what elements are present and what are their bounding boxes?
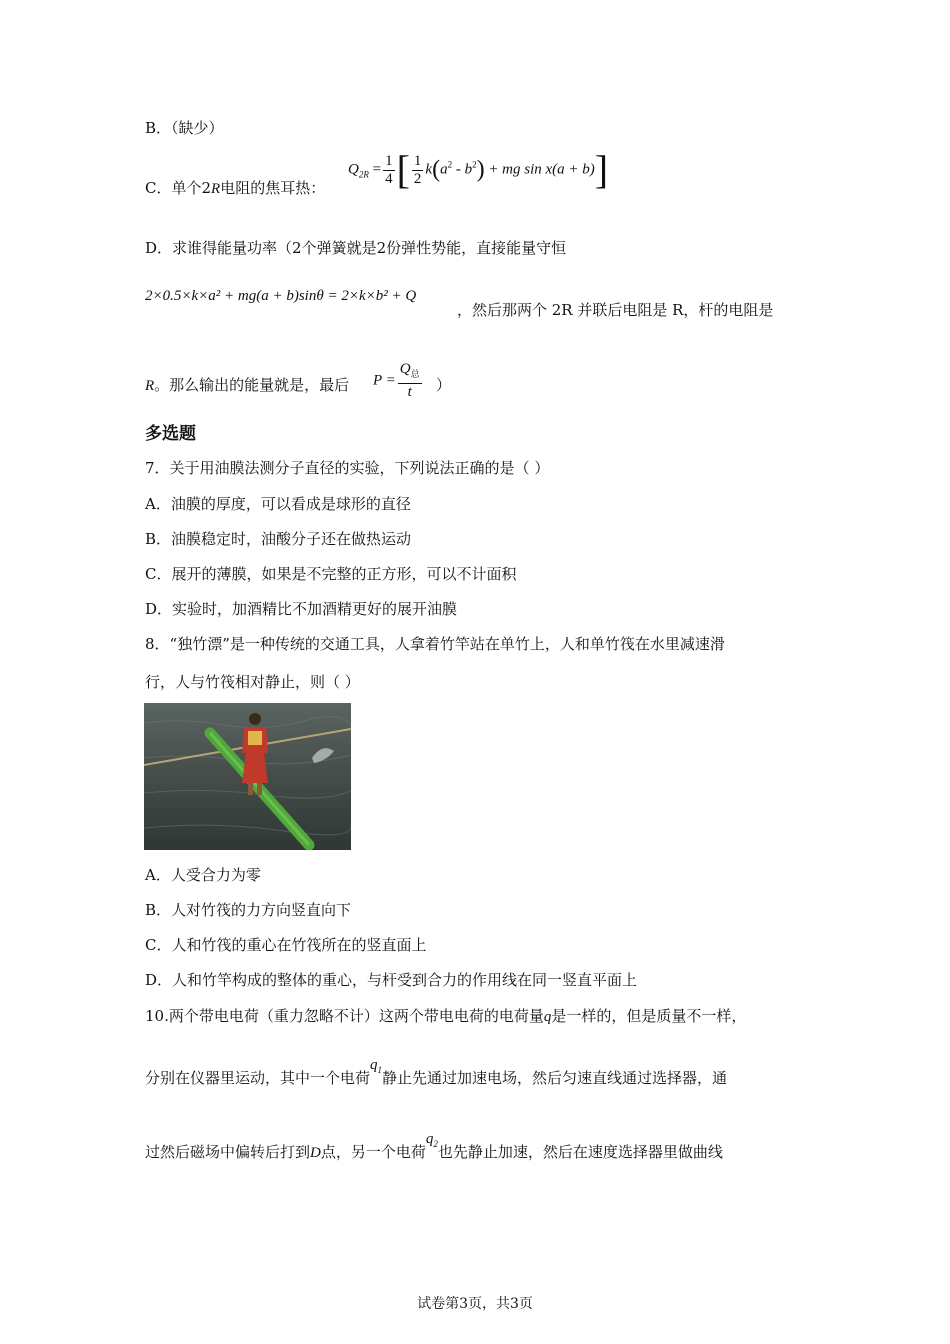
q8-option-a: A．人受合力为零 xyxy=(145,866,261,884)
energy-equation: 2×0.5×k×a² + mg(a + b)sinθ = 2×k×b² + Q xyxy=(145,288,417,304)
formula-q-sub: 2R xyxy=(358,169,369,180)
option-b: B．（缺少） xyxy=(145,119,224,137)
q7-option-b: B．油膜稳定时，油酸分子还在做热运动 xyxy=(145,530,412,548)
page-footer: 试卷第3页，共3页 xyxy=(417,1296,533,1312)
bamboo-rafting-photo xyxy=(144,703,351,850)
q7-option-c: C．展开的薄膜，如果是不完整的正方形，可以不计面积 xyxy=(145,565,517,583)
q10-line2: 分别在仪器里运动，其中一个电荷$q_1$静止先通过加速电场，然后匀速直线通过选择器，通 xyxy=(145,1057,728,1087)
q8-option-c: C．人和竹筏的重心在竹筏所在的竖直面上 xyxy=(145,936,427,954)
q10-line3: 过然后磁场中偏转后打到D点，另一个电荷$q_2$也先静止加速，然后在速度选择器里做曲线 xyxy=(145,1131,723,1161)
q7-option-d: D．实验时，加酒精比不加酒精更好的展开油膜 xyxy=(145,600,458,618)
fraction-quarter: $\frac{1}{4}$ xyxy=(385,152,393,187)
q8-stem-line2: 行，人与竹筏相对静止，则（ ） xyxy=(145,673,360,691)
option-d-r: R xyxy=(145,378,155,394)
option-c-text: 电阻的焦耳热： xyxy=(220,179,326,197)
power-fraction: $\frac{Q_总}{t}$ xyxy=(399,361,420,400)
formula-eq: = xyxy=(368,161,382,178)
power-formula xyxy=(373,361,424,401)
q7-option-a: A．油膜的厚度，可以看成是球形的直径 xyxy=(145,495,411,513)
joule-heat-formula: $Q_{2R}$ = $\frac{1}{4}$ [ $\frac{1}{2}$ $k(a^2 - b^2)$ + mg sin x(a + b)] xyxy=(348,147,609,192)
option-c-label: C．单个2 xyxy=(145,179,212,197)
charge-q2: $q_2$ xyxy=(425,1131,438,1149)
q8-stem-line1: 8．“独竹漂”是一种传统的交通工具，人拿着竹竿站在单竹上，人和单竹筏在水里减速滑 xyxy=(145,635,725,653)
charge-q: q xyxy=(543,1009,552,1025)
option-c-r: R xyxy=(211,181,221,197)
point-d: D xyxy=(310,1145,321,1161)
option-d-line1: D．求谁得能量功率（2个弹簧就是2份弹性势能，直接能量守恒 xyxy=(145,239,567,257)
power-p: P = xyxy=(373,372,396,389)
fraction-half: $\frac{1}{2}$ xyxy=(413,152,422,187)
formula-q: Q xyxy=(348,161,359,178)
section-heading-multiple-choice: 多选题 xyxy=(145,424,196,444)
charge-q1: $q_1$ xyxy=(370,1057,383,1075)
option-d-text: 。那么输出的能量就是，最后 xyxy=(154,376,350,394)
q8-option-b: B．人对竹筏的力方向竖直向下 xyxy=(145,901,352,919)
q7-stem: 7．关于用油膜法测分子直径的实验，下列说法正确的是（ ） xyxy=(145,459,550,477)
option-c xyxy=(145,178,325,199)
option-d-close: ） xyxy=(436,376,452,394)
option-d-line3 xyxy=(145,375,349,396)
q10-line1: 10.两个带电电荷（重力忽略不计）这两个带电电荷的电荷量q是一样的，但是质量不一样， xyxy=(145,1007,747,1025)
q8-option-d: D．人和竹竿构成的整体的重心，与杆受到合力的作用线在同一竖直平面上 xyxy=(145,971,638,989)
option-d-line2: ，然后那两个 2R 并联后电阻是 R，杆的电阻是 xyxy=(457,301,774,319)
